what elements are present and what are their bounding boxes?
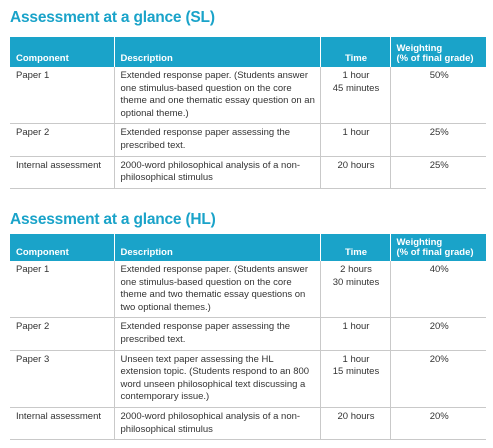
table-row [10, 350, 486, 407]
table-row [10, 407, 486, 439]
cell-time-line2: 15 minutes [332, 366, 380, 378]
header-weighting-line1: Weighting [396, 43, 443, 54]
cell-time [320, 156, 390, 188]
cell-description: 2000-word philosophical analysis of a non-philosophical stimulus [114, 156, 320, 188]
cell-time [320, 67, 390, 124]
cell-time-line1: 20 hours [337, 410, 375, 422]
cell-component: Paper 1 [10, 67, 114, 124]
header-weighting [390, 234, 486, 261]
table-row [10, 156, 486, 188]
cell-time-line1: 1 hour [342, 321, 370, 333]
cell-description: 2000-word philosophical analysis of a non-philosophical stimulus [114, 407, 320, 439]
hl-assessment-table [10, 234, 486, 440]
cell-time [320, 350, 390, 407]
cell-weighting: 50% [390, 67, 486, 124]
cell-time [320, 261, 390, 318]
cell-time-line1: 1 hour [342, 127, 370, 139]
header-weighting-line1: Weighting [396, 237, 443, 248]
header-description: Description [114, 234, 320, 261]
cell-component: Paper 2 [10, 318, 114, 350]
table-row [10, 124, 486, 156]
table-row [10, 261, 486, 318]
sl-section-title: Assessment at a glance (SL) [10, 9, 215, 26]
header-time: Time [320, 37, 390, 67]
header-component: Component [10, 37, 114, 67]
cell-time-line1: 1 hour [342, 70, 370, 81]
cell-time [320, 407, 390, 439]
cell-time-line1: 20 hours [337, 159, 375, 171]
cell-time [320, 318, 390, 350]
cell-weighting: 25% [390, 156, 486, 188]
header-time: Time [320, 234, 390, 261]
table-row [10, 67, 486, 124]
cell-description: Extended response paper assessing the prescribed text. [114, 318, 320, 350]
cell-component: Paper 3 [10, 350, 114, 407]
header-weighting [390, 37, 486, 67]
cell-weighting: 20% [390, 318, 486, 350]
cell-weighting: 25% [390, 124, 486, 156]
cell-component: Internal assessment [10, 407, 114, 439]
hl-section-title: Assessment at a glance (HL) [10, 211, 216, 228]
cell-weighting: 20% [390, 407, 486, 439]
sl-assessment-table [10, 37, 486, 189]
hl-header-row [10, 234, 486, 261]
cell-weighting: 40% [390, 261, 486, 318]
cell-time-line1: 1 hour [342, 353, 370, 365]
cell-component: Internal assessment [10, 156, 114, 188]
cell-time-line2: 30 minutes [332, 276, 380, 288]
cell-description: Extended response paper assessing the prescribed text. [114, 124, 320, 156]
sl-header-row [10, 37, 486, 67]
header-weighting-line2: (% of final grade) [396, 53, 474, 64]
cell-description: Unseen text paper assessing the HL extension topic. (Students respond to an 800 word unseen philosophical text discussing a contemporary issue.) [114, 350, 320, 407]
table-row [10, 318, 486, 350]
cell-time-line2: 45 minutes [332, 82, 380, 94]
cell-description: Extended response paper. (Students answer one stimulus-based question on the core theme and two thematic essay questions on two optional themes.) [114, 261, 320, 318]
header-component: Component [10, 234, 114, 261]
cell-description: Extended response paper. (Students answer one stimulus-based question on the core theme and one thematic essay question on an optional theme.) [114, 67, 320, 124]
cell-component: Paper 1 [10, 261, 114, 318]
cell-component: Paper 2 [10, 124, 114, 156]
cell-time-line1: 2 hours [340, 264, 372, 275]
cell-weighting: 20% [390, 350, 486, 407]
header-description: Description [114, 37, 320, 67]
cell-time [320, 124, 390, 156]
header-weighting-line2: (% of final grade) [396, 247, 474, 258]
